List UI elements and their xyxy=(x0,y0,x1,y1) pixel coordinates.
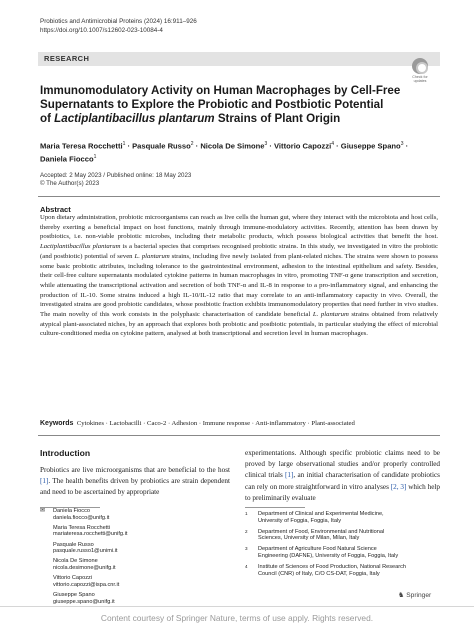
email-link[interactable]: vittorio.capozzi@ispa.cnr.it xyxy=(53,581,120,588)
email-link[interactable]: mariateresa.rocchetti@unifg.it xyxy=(53,531,128,538)
title-prefix: of xyxy=(40,112,55,125)
affiliation-line: University of Foggia, Foggia, Italy xyxy=(258,517,342,524)
abstract-text: strains, including five newly isolated from plant-related niches. The strains were shown to possess some basic probiotic attributes, including tolerance to the gastrointestinal environment, adhesion to the intestinal epithelium and safety. Besides, their cell-free culture supernatants modulated cytokine patterns in human macrophages in vitro, promoting TNF-α gene transcription and secretion, while attenuating the transcriptional activation and secretion of both TNF-α and IL-8 in response to a pro-inflammatory signal, and enhancing the production of IL-10. Some strains induced a high IL-10/IL-12 ratio that may correlate to an anti-inflammatory capacity in vivo. Overall, the investigated strains are good probiotic candidates, whose postbiotic fraction exhibits immunomodulatory properties that need further in vivo studies. The main novelty of this work consists in the polyphasic characterisation of candidate beneficial xyxy=(40,252,438,319)
author-affil-mark: 3 xyxy=(264,141,268,147)
springer-horse-icon: ♞ xyxy=(398,592,405,599)
divider xyxy=(38,435,440,436)
title-suffix: Strains of Plant Origin xyxy=(214,112,341,125)
affiliation-line: Sciences, University of Milan, Milan, Italy xyxy=(258,535,360,542)
introduction-heading: Introduction xyxy=(40,448,91,458)
affiliation-line: Council (CNR) of Italy, C/O CS-DAT, Foggia, Italy xyxy=(258,570,380,577)
citation-link[interactable]: [1] xyxy=(40,477,49,486)
author-name[interactable]: Maria Teresa Rocchetti xyxy=(40,141,123,151)
affiliation-item xyxy=(245,546,440,560)
correspondence-item xyxy=(40,525,230,538)
author-list: Maria Teresa Rocchetti$^1$ · Pasquale Russo$^2$ · Nicola De Simone$^3$ · Vittorio Capozzi$^4$ · Giuseppe Spano$^3$ · Daniela Fiocco$^1$ xyxy=(40,141,409,164)
correspondence-list xyxy=(40,508,230,609)
footnote-divider xyxy=(245,507,305,508)
title-line-2: Supernatants to Explore the Probiotic and Postbiotic Potential xyxy=(40,98,384,111)
correspondence-item xyxy=(40,508,230,521)
title-line-3 xyxy=(40,112,406,126)
email-link[interactable]: pasquale.russo1@unimi.it xyxy=(53,548,118,555)
affiliation-list xyxy=(245,511,440,581)
abstract-text: strains obtained from relatively atypical plant-associated niches, by an approach that explores both probiotic and postbiotic potentials, in particular studying the effect of microbial culture-conditioned media on cytokine pattern, analysed at both transcriptional and secretion level in human macrophages. xyxy=(40,311,438,338)
abstract-text: Upon dietary administration, probiotic microorganisms can reach as live cells the human gut, where they interact with the microbiota and host cells, thereby exerting a beneficial impact on host functions, mainly through immune-modulatory activities. Recently, attention has been drawn by postbiotics, i.e. non-viable probiotic microbes, including their metabolic products, which possess biological activities that benefit the host. xyxy=(40,214,438,241)
intro-text: which help to preliminarily evaluate xyxy=(245,482,440,502)
abstract-heading: Abstract xyxy=(40,205,71,214)
affiliation-item xyxy=(245,511,440,525)
abstract-species: L. plantarum xyxy=(134,252,170,260)
abstract-species: Lactiplantibacillus plantarum xyxy=(40,243,121,251)
correspondence-item xyxy=(40,558,230,571)
article-title xyxy=(40,84,406,126)
correspondence-item xyxy=(40,592,230,605)
affiliation-line: Engineering (DAFNE), University of Foggia, Foggia, Italy xyxy=(258,552,399,559)
title-species: Lactiplantibacillus plantarum xyxy=(54,112,215,125)
journal-citation: Probiotics and Antimicrobial Proteins (2024) 16:911–926 xyxy=(40,18,197,25)
correspondence-name: Maria Teresa Rocchetti xyxy=(53,524,111,531)
author-affil-mark: 1 xyxy=(93,153,97,160)
envelope-icon: ✉ xyxy=(40,508,46,514)
check-for-updates-badge[interactable] xyxy=(408,58,432,86)
abstract-species: L. plantarum xyxy=(312,311,349,319)
author-affil-mark: 3 xyxy=(400,141,404,147)
keywords xyxy=(40,419,440,428)
citation-link[interactable]: [1] xyxy=(285,471,294,480)
correspondence-name: Daniela Fiocco xyxy=(53,508,90,514)
correspondence-name: Pasquale Russo xyxy=(53,541,94,548)
intro-text: , an initial characterisation of candidate probiotics can rely on more straightforward in vitro analyses xyxy=(245,471,440,491)
affiliation-item xyxy=(245,529,440,543)
affiliation-number: 1 xyxy=(245,511,248,516)
publication-dates xyxy=(40,172,191,188)
affiliation-number: 2 xyxy=(245,528,248,534)
correspondence-name: Giuseppe Spano xyxy=(53,591,95,598)
page-edge xyxy=(0,606,474,607)
article-type-label: RESEARCH xyxy=(44,54,90,63)
affiliation-line: Department of Agriculture Food Natural Science xyxy=(258,546,377,553)
abstract-text: is a bacterial species that comprises recognised probiotic strains. In this study, we investigated in vitro the probiotic (and postbiotic) potential of seven xyxy=(40,243,438,260)
publisher-name: Springer xyxy=(406,592,432,599)
check-updates-label: Check for updates xyxy=(412,75,428,83)
publisher-logo xyxy=(398,591,431,599)
correspondence-name: Nicola De Simone xyxy=(53,558,98,565)
email-link[interactable]: giuseppe.spano@unifg.it xyxy=(53,598,115,605)
courtesy-footer: Content courtesy of Springer Nature, terms of use apply. Rights reserved. xyxy=(100,613,374,623)
divider xyxy=(38,196,440,197)
keywords-label: Keywords xyxy=(40,420,74,427)
affiliation-number: 3 xyxy=(245,546,248,552)
introduction-text-left xyxy=(40,465,230,499)
author-name[interactable]: Giuseppe Spano xyxy=(340,141,401,151)
affiliation-item xyxy=(245,564,440,578)
correspondence-item xyxy=(40,575,230,588)
author-name[interactable]: Daniela Fiocco xyxy=(40,154,94,164)
citation-link[interactable]: [2, 3] xyxy=(390,482,407,491)
doi-link[interactable]: https://doi.org/10.1007/s12602-023-10084-4 xyxy=(40,27,163,34)
affiliation-line: Department of Clinical and Experimental Medicine, xyxy=(258,511,384,517)
email-link[interactable]: daniela.fiocco@unifg.it xyxy=(53,514,110,521)
journal-header xyxy=(40,17,197,35)
author-name[interactable]: Nicola De Simone xyxy=(200,141,265,151)
correspondence-item xyxy=(40,542,230,555)
accepted-published-date: Accepted: 2 May 2023 / Published online: 18 May 2023 xyxy=(40,172,192,179)
intro-text: experimentations. Although specific probiotic claims need to be proved by large observational studies and/or properly controlled clinical trials xyxy=(245,449,440,480)
check-updates-icon xyxy=(412,58,428,74)
affiliation-number: 4 xyxy=(245,563,248,569)
copyright-line: © The Author(s) 2023 xyxy=(40,180,100,187)
article-type-bar xyxy=(38,52,440,66)
email-link[interactable]: nicola.desimone@unifg.it xyxy=(53,564,116,571)
author-affil-mark: 2 xyxy=(190,141,194,147)
affiliation-line: Department of Food, Environmental and Nutritional xyxy=(258,528,385,535)
author-name[interactable]: Pasquale Russo xyxy=(132,141,191,151)
author-affil-mark: 1 xyxy=(122,141,126,147)
title-line-1: Immunomodulatory Activity on Human Macrophages by Cell-Free xyxy=(40,84,401,97)
correspondence-name: Vittorio Capozzi xyxy=(53,575,93,582)
author-name[interactable]: Vittorio Capozzi xyxy=(274,141,332,151)
abstract-body xyxy=(40,213,438,339)
introduction-text-right xyxy=(245,448,440,504)
keywords-list: Cytokines · Lactobacilli · Caco-2 · Adhesion · Immune response · Anti-inflammatory · Plant-associated xyxy=(76,420,355,427)
intro-text: . The health benefits driven by probiotics are strain dependent and need to be ascertained by appropriate xyxy=(40,477,230,497)
author-affil-mark: 4 xyxy=(331,141,335,147)
affiliation-line: Institute of Sciences of Food Production, National Research xyxy=(258,563,407,570)
intro-text: Probiotics are live microorganisms that are beneficial to the host xyxy=(40,466,230,474)
